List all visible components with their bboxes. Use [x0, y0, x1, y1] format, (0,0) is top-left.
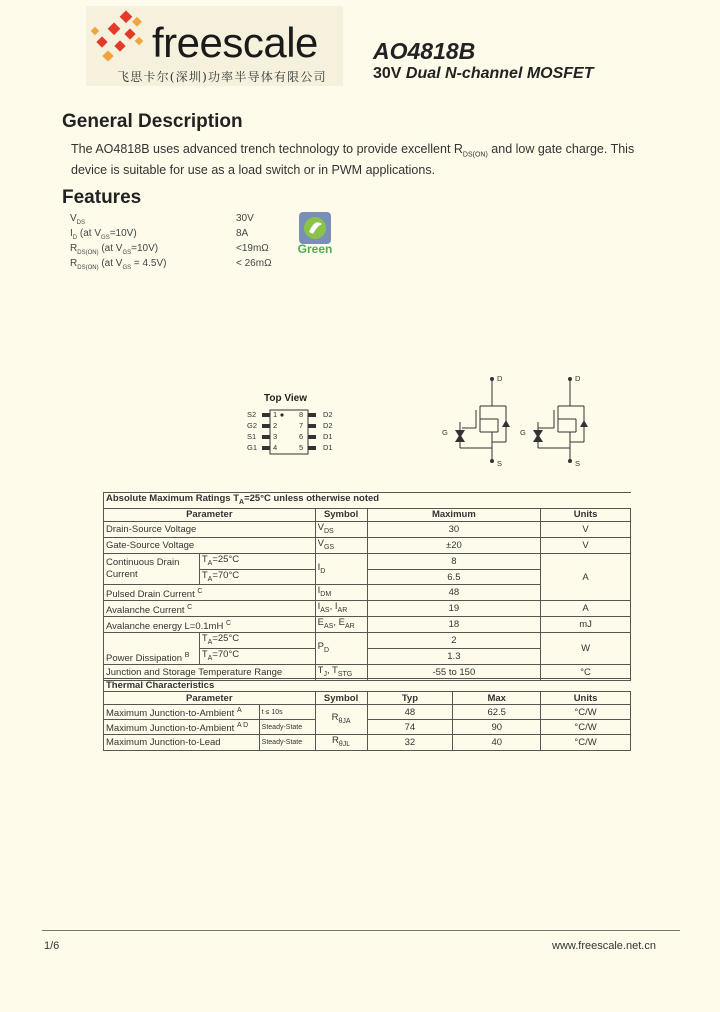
thermal-title: Thermal Characteristics — [104, 679, 631, 692]
th-unit-0: °C/W — [541, 705, 631, 720]
part-number: AO4818B — [373, 38, 476, 64]
param-idm-sup: C — [197, 587, 203, 595]
feat-3-sub2: GS — [122, 265, 132, 271]
general-line-1a: The AO4818B uses advanced trench technology to provide excellent R — [71, 142, 463, 156]
sym-vgs — [315, 537, 367, 553]
general-heading: General Description — [62, 111, 243, 132]
param-eas — [104, 617, 316, 633]
pin-left-4: G1 — [247, 443, 258, 452]
cond-pd-25-sub: A — [207, 639, 213, 647]
pin-num-1: 1 — [273, 410, 278, 419]
page-number: 1/6 — [44, 940, 60, 952]
table-row — [104, 617, 631, 633]
th-sym-jl-main: R — [331, 735, 339, 747]
cond-id-25 — [199, 553, 315, 569]
feature-label-vds — [70, 213, 85, 226]
th-col-typ: Typ — [367, 692, 453, 705]
max-pd-70: 1.3 — [367, 649, 541, 665]
logo-chinese-name: 飞思卡尔(深圳)功率半导体有限公司 — [117, 70, 327, 84]
feat-0-main: V — [70, 213, 77, 224]
schem-g1-label: G — [442, 428, 448, 437]
cond-id-25-main: T — [201, 553, 208, 565]
table-row — [104, 705, 631, 720]
pin-num-3: 3 — [273, 432, 278, 441]
param-idm — [104, 585, 316, 601]
part-subtitle — [373, 66, 594, 82]
unit-ias: A — [541, 601, 631, 617]
feat-2-sub: DS(ON) — [77, 250, 99, 256]
footer-rule — [42, 930, 680, 931]
param-ias-text: Avalanche Current — [106, 604, 185, 616]
sym-tj-main2: , T — [326, 664, 338, 676]
cond-pd-70 — [199, 649, 315, 665]
feat-2-main: R — [70, 243, 78, 254]
th-sym-jl — [315, 735, 367, 751]
abs-max-title-row — [104, 493, 631, 509]
th-cond-0: t ≤ 10s — [259, 705, 315, 720]
abs-title-sub: A — [239, 498, 245, 506]
feat-1-rest: (at V — [77, 228, 102, 239]
param-vgs: Gate-Source Voltage — [104, 537, 316, 553]
abs-title-tail: =25°C unless otherwise noted — [244, 493, 380, 504]
pin-num-2: 2 — [273, 421, 278, 430]
pin-right-7: D2 — [323, 421, 333, 430]
sym-eas-sub: AS — [323, 623, 334, 631]
sym-idm-main: I — [317, 585, 321, 597]
th-col-units: Units — [541, 692, 631, 705]
unit-pd: W — [541, 633, 631, 665]
max-ias: 19 — [367, 601, 541, 617]
th-unit-2: °C/W — [541, 735, 631, 751]
unit-id: A — [541, 553, 631, 601]
th-sym-ja — [315, 705, 367, 735]
th-param-2: Maximum Junction-to-Lead — [104, 735, 260, 751]
thermal-table — [103, 678, 631, 751]
cond-pd-25-main: T — [201, 633, 208, 645]
pin-num-7: 7 — [299, 421, 304, 430]
sym-ias-sub2: AR — [337, 607, 348, 615]
cond-pd-70-sub: A — [207, 654, 213, 662]
sym-tj-sub2: STG — [337, 670, 353, 678]
schem-d2-label: D — [575, 374, 581, 383]
sym-eas-main: E — [317, 617, 324, 629]
cond-id-70-tail: =70°C — [212, 569, 240, 581]
th-cond-2: Steady-State — [259, 735, 315, 751]
sym-vgs-main: V — [317, 537, 324, 549]
sym-idm — [315, 585, 367, 601]
cond-pd-25 — [199, 633, 315, 649]
param-eas-text: Avalanche energy L=0.1mH — [106, 620, 224, 632]
sym-eas-sub2: AR — [344, 623, 355, 631]
feat-2-tail: =10V) — [131, 243, 159, 254]
max-pd-25: 2 — [367, 633, 541, 649]
sym-ias-main: I — [317, 601, 321, 613]
max-eas: 18 — [367, 617, 541, 633]
th-sym-ja-main: R — [331, 712, 339, 724]
th-cond-1: Steady-State — [259, 720, 315, 735]
param-idm-text: Pulsed Drain Current — [106, 588, 195, 600]
param-pd — [104, 633, 200, 665]
pin-left-1: S2 — [247, 410, 257, 419]
pin-num-4: 4 — [273, 443, 278, 452]
max-idm: 48 — [367, 585, 541, 601]
th-param-1 — [104, 720, 260, 735]
sym-eas-main2: , E — [333, 617, 345, 629]
table-row — [104, 601, 631, 617]
schem-s1-label: S — [497, 459, 503, 468]
mosfet-schematic-icon — [440, 372, 590, 468]
unit-tj: °C — [541, 664, 631, 680]
param-id-line2: Current — [106, 569, 138, 581]
th-typ-2: 32 — [367, 735, 453, 751]
param-id-line1: Continuous Drain — [106, 557, 180, 569]
th-max-0: 62.5 — [453, 705, 541, 720]
sym-id-sub: D — [320, 567, 326, 575]
param-pd-sup: B — [184, 651, 190, 659]
thermal-title-row — [104, 679, 631, 692]
table-row — [104, 633, 631, 649]
cond-id-25-sub: A — [207, 559, 213, 567]
general-line-2: device is suitable for use as a load switch or in PWM applications. — [71, 163, 436, 177]
unit-vgs: V — [541, 537, 631, 553]
sym-idm-sub: DM — [320, 591, 332, 599]
th-unit-1: °C/W — [541, 720, 631, 735]
feat-2-sub2: GS — [122, 250, 132, 256]
sym-vds — [315, 521, 367, 537]
pin-num-8: 8 — [299, 410, 304, 419]
max-id-70: 6.5 — [367, 569, 541, 585]
th-param-0-text: Maximum Junction-to-Ambient — [106, 708, 235, 720]
cond-id-70-main: T — [201, 569, 208, 581]
schem-g2-label: G — [520, 428, 526, 437]
feature-value-vds: 30V — [236, 213, 254, 224]
th-param-1-sup: A D — [236, 722, 249, 730]
unit-eas: mJ — [541, 617, 631, 633]
abs-max-header-row — [104, 508, 631, 521]
feat-1-sub2: GS — [101, 235, 110, 241]
sym-pd-sub: D — [323, 646, 330, 654]
table-row — [104, 537, 631, 553]
table-row — [104, 720, 631, 735]
feat-1-sub: D — [72, 235, 78, 241]
feat-1-main: I — [70, 228, 73, 239]
abs-max-table — [103, 492, 631, 681]
cond-id-70 — [199, 569, 315, 585]
feat-1-tail: =10V) — [109, 228, 137, 239]
schem-d1-label: D — [497, 374, 503, 383]
general-line-1 — [71, 142, 634, 159]
pin-right-6: D1 — [323, 432, 333, 441]
sym-tj-main: T — [317, 664, 324, 676]
abs-title-text: Absolute Maximum Ratings T — [106, 493, 240, 504]
features-heading: Features — [62, 187, 142, 208]
top-view-title: Top View — [264, 393, 307, 404]
unit-vds: V — [541, 521, 631, 537]
col-units: Units — [541, 508, 631, 521]
sym-ias-main2: , I — [329, 601, 338, 613]
max-vds: 30 — [367, 521, 541, 537]
param-eas-sup: C — [225, 619, 232, 627]
max-tj: -55 to 150 — [367, 664, 541, 680]
schem-s2-label: S — [575, 459, 581, 468]
param-pd-text: Power Dissipation — [106, 652, 183, 664]
green-badge — [295, 212, 335, 258]
th-col-parameter: Parameter — [104, 692, 316, 705]
param-id — [104, 553, 200, 585]
pin-left-3: S1 — [247, 432, 257, 441]
thermal-header-row — [104, 692, 631, 705]
sym-tj-sub: J — [323, 670, 327, 678]
logo-mark-icon — [88, 8, 154, 72]
param-vds: Drain-Source Voltage — [104, 521, 316, 537]
param-ias — [104, 601, 316, 617]
th-param-0 — [104, 705, 260, 720]
cond-pd-70-main: T — [201, 649, 208, 661]
feature-value-rds45: < 26mΩ — [236, 258, 272, 269]
th-param-1-text: Maximum Junction-to-Ambient — [106, 723, 235, 735]
feature-label-id — [70, 228, 137, 241]
param-tj: Junction and Storage Temperature Range — [104, 664, 316, 680]
pin-left-2: G2 — [247, 421, 258, 430]
feature-label-rds45 — [70, 258, 166, 271]
pin-right-5: D1 — [323, 443, 333, 452]
sym-vds-sub: DS — [323, 527, 334, 535]
feat-0-sub: DS — [76, 220, 86, 226]
green-badge-text: Green — [297, 242, 333, 256]
cond-id-70-sub: A — [207, 575, 213, 583]
th-param-0-sup: A — [236, 707, 242, 714]
sym-pd — [315, 633, 367, 665]
footer-url[interactable]: www.freescale.net.cn — [552, 940, 656, 952]
th-typ-0: 48 — [367, 705, 453, 720]
th-sym-ja-sub: θJA — [338, 718, 351, 726]
general-line-1b: and low gate charge. This — [487, 142, 635, 156]
feature-value-id: 8A — [236, 228, 249, 239]
feature-value-rds10: <19mΩ — [236, 243, 269, 254]
max-vgs: ±20 — [367, 537, 541, 553]
cond-pd-70-tail: =70°C — [212, 649, 240, 661]
feat-2-rest: (at V — [98, 243, 123, 254]
col-parameter: Parameter — [104, 508, 316, 521]
feat-3-main: R — [70, 258, 78, 269]
cond-pd-25-tail: =25°C — [212, 633, 240, 645]
col-symbol: Symbol — [315, 508, 367, 521]
abs-max-title — [104, 493, 631, 509]
sym-ias-sub: AS — [320, 607, 330, 615]
sym-pd-main: P — [317, 641, 324, 653]
th-col-max: Max — [453, 692, 541, 705]
pin-num-6: 6 — [299, 432, 304, 441]
th-max-2: 40 — [453, 735, 541, 751]
pin-num-5: 5 — [299, 443, 304, 452]
th-sym-jl-sub: θJL — [338, 741, 351, 749]
feat-3-rest: (at V — [98, 258, 123, 269]
th-typ-1: 74 — [367, 720, 453, 735]
th-max-1: 90 — [453, 720, 541, 735]
sym-ias — [315, 601, 367, 617]
sym-vds-main: V — [317, 521, 324, 533]
cond-id-25-tail: =25°C — [212, 553, 240, 565]
sym-vgs-sub: GS — [323, 543, 335, 551]
sym-id-main: I — [317, 561, 321, 573]
sym-id — [315, 553, 367, 585]
th-col-symbol: Symbol — [315, 692, 367, 705]
param-ias-sup: C — [187, 603, 193, 611]
feat-3-tail: = 4.5V) — [131, 258, 167, 269]
feature-label-rds10 — [70, 243, 158, 256]
max-id-25: 8 — [367, 553, 541, 569]
col-maximum: Maximum — [367, 508, 541, 521]
feat-3-sub: DS(ON) — [77, 265, 99, 271]
logo-text: freescale — [152, 19, 318, 66]
pin-right-8: D2 — [323, 410, 333, 419]
subtitle-desc: Dual N-channel MOSFET — [405, 65, 594, 82]
table-row — [104, 553, 631, 569]
table-row — [104, 521, 631, 537]
package-outline-icon — [260, 408, 320, 456]
sym-eas — [315, 617, 367, 633]
table-row — [104, 735, 631, 751]
subtitle-voltage: 30V — [373, 65, 402, 82]
general-line-1-sub: DS(ON) — [462, 151, 488, 159]
